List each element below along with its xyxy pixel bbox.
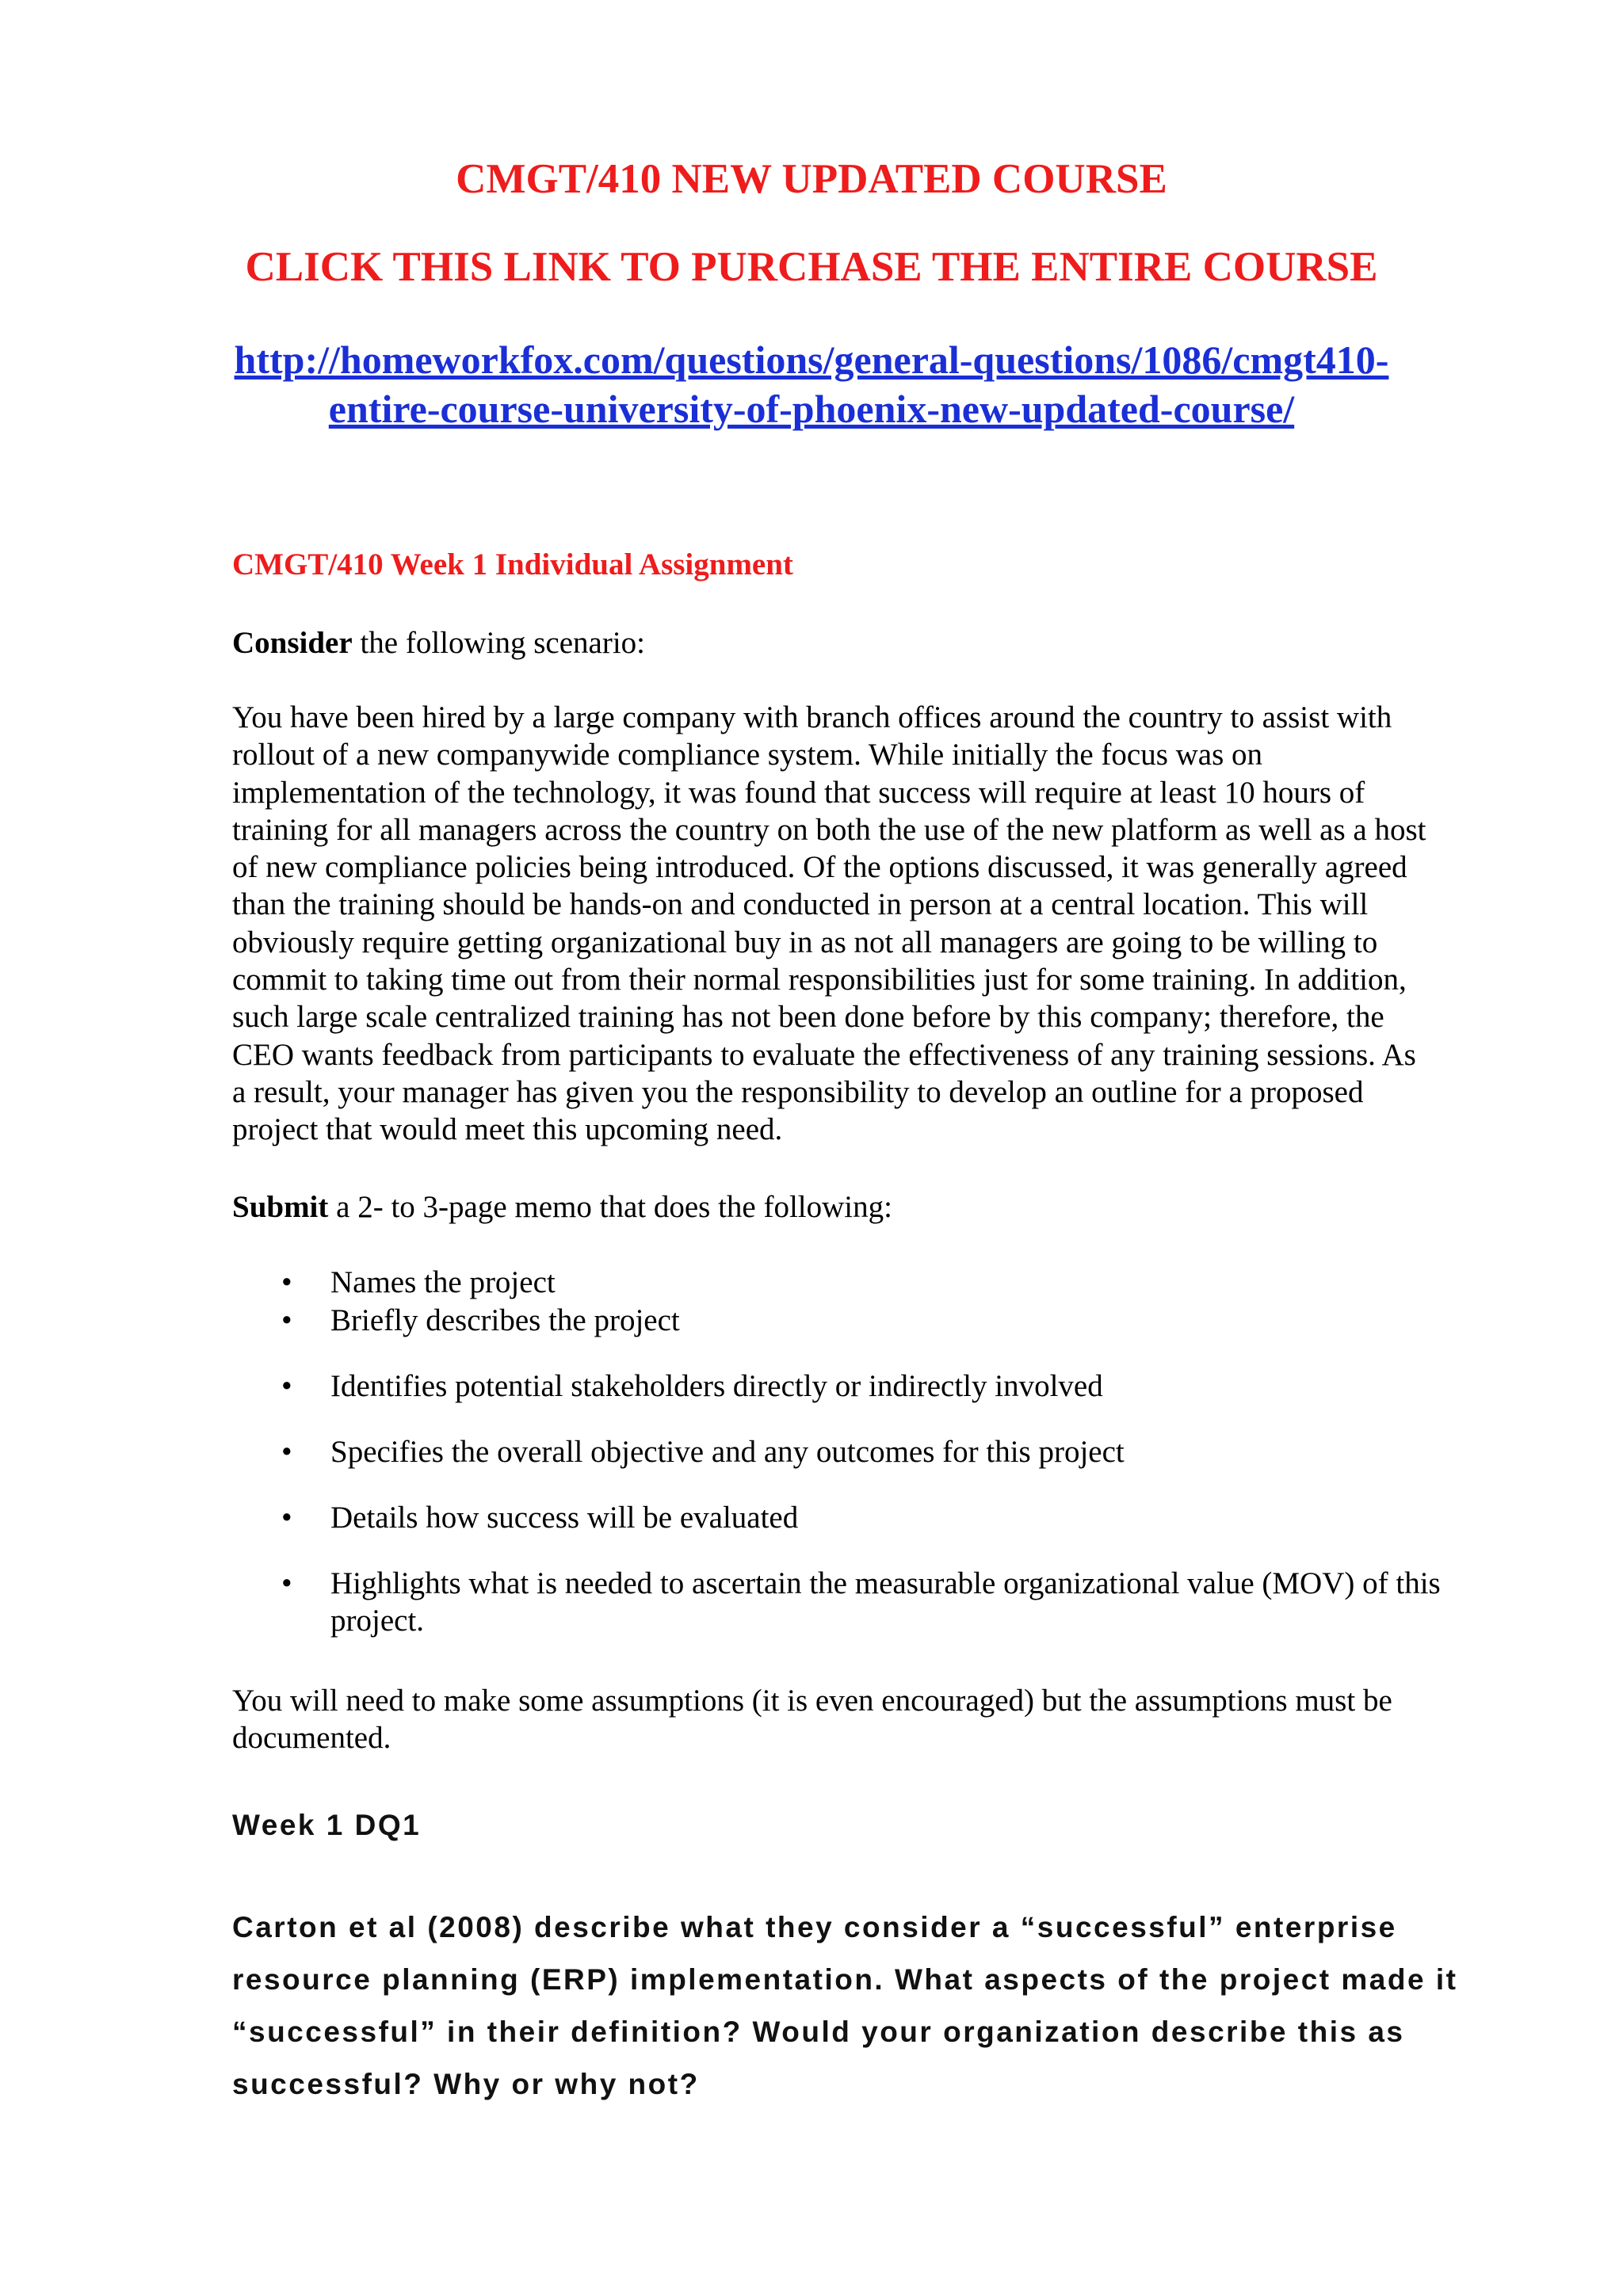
purchase-link-line-2[interactable]: entire-course-university-of-phoenix-new-updated-course/ [328,387,1295,431]
scenario-line: of new compliance policies being introduced. Of the options discussed, it was generally agreed [232,850,1407,885]
course-title: CMGT/410 NEW UPDATED COURSE [456,156,1167,202]
scenario-line: commit to taking time out from their normal responsibilities just for some training. In addition, [232,963,1407,997]
scenario-line: CEO wants feedback from participants to evaluate the effectiveness of any training sessions. As [232,1037,1416,1072]
submit-paragraph [232,1188,1516,1226]
assumptions-paragraph [232,1682,1516,1757]
consider-text: the following scenario: [352,626,646,660]
bullet-icon: • [281,1369,292,1403]
list-item-text: Names the project [330,1265,556,1299]
scenario-line: such large scale centralized training has not been done before by this company; therefore, the [232,1000,1384,1035]
assignment-heading: CMGT/410 Week 1 Individual Assignment [232,547,793,582]
purchase-link-line-1[interactable]: http://homeworkfox.com/questions/general-questions/1086/cmgt410- [234,338,1389,382]
question-line: successful? Why or why not? [232,2068,700,2100]
consider-paragraph [232,624,1516,662]
submit-keyword: Submit [232,1190,329,1224]
bullet-icon: • [281,1435,292,1469]
discussion-heading: Week 1 DQ1 [232,1809,422,1841]
bullet-icon: • [281,1265,292,1299]
scenario-line: a result, your manager has given you the responsibility to develop an outline for a proposed [232,1074,1364,1109]
discussion-question [232,1901,1516,2111]
question-line: resource planning (ERP) implementation. What aspects of the project made it [232,1963,1458,1996]
scenario-line: You have been hired by a large company with branch offices around the country to assist with [232,700,1392,734]
assumptions-line: You will need to make some assumptions (it is even encouraged) but the assumptions must be [232,1684,1392,1718]
list-item-text: Identifies potential stakeholders directly or indirectly involved [330,1369,1103,1403]
bullet-icon: • [281,1303,292,1337]
list-item-text: Briefly describes the project [330,1303,680,1337]
scenario-paragraph [232,699,1516,1149]
list-item-text: Specifies the overall objective and any outcomes for this project [330,1435,1125,1469]
question-line: Carton et al (2008) describe what they consider a “successful” enterprise [232,1911,1397,1943]
assumptions-line: documented. [232,1721,391,1756]
scenario-line: than the training should be hands-on and conducted in person at a central location. This will [232,887,1369,922]
list-item-text: project. [330,1604,425,1638]
scenario-line: implementation of the technology, it was found that success will require at least 10 hours of [232,775,1365,810]
list-item-text: Highlights what is needed to ascertain the measurable organizational value (MOV) of this [330,1566,1441,1600]
scenario-line: training for all managers across the country on both the use of the new platform as well as a host [232,812,1426,847]
list-item-text: Details how success will be evaluated [330,1501,799,1535]
purchase-cta: CLICK THIS LINK TO PURCHASE THE ENTIRE COURSE [245,244,1378,290]
scenario-line: obviously require getting organizational buy in as not all managers are going to be willing to [232,925,1378,959]
scenario-line: rollout of a new companywide compliance system. While initially the focus was on [232,738,1263,772]
scenario-line: project that would meet this upcoming need. [232,1112,783,1147]
submit-text: a 2- to 3-page memo that does the following: [328,1190,892,1224]
question-line: “successful” in their definition? Would your organization describe this as [232,2016,1405,2048]
consider-keyword: Consider [232,626,353,660]
bullet-icon: • [281,1566,292,1600]
bullet-icon: • [281,1501,292,1535]
